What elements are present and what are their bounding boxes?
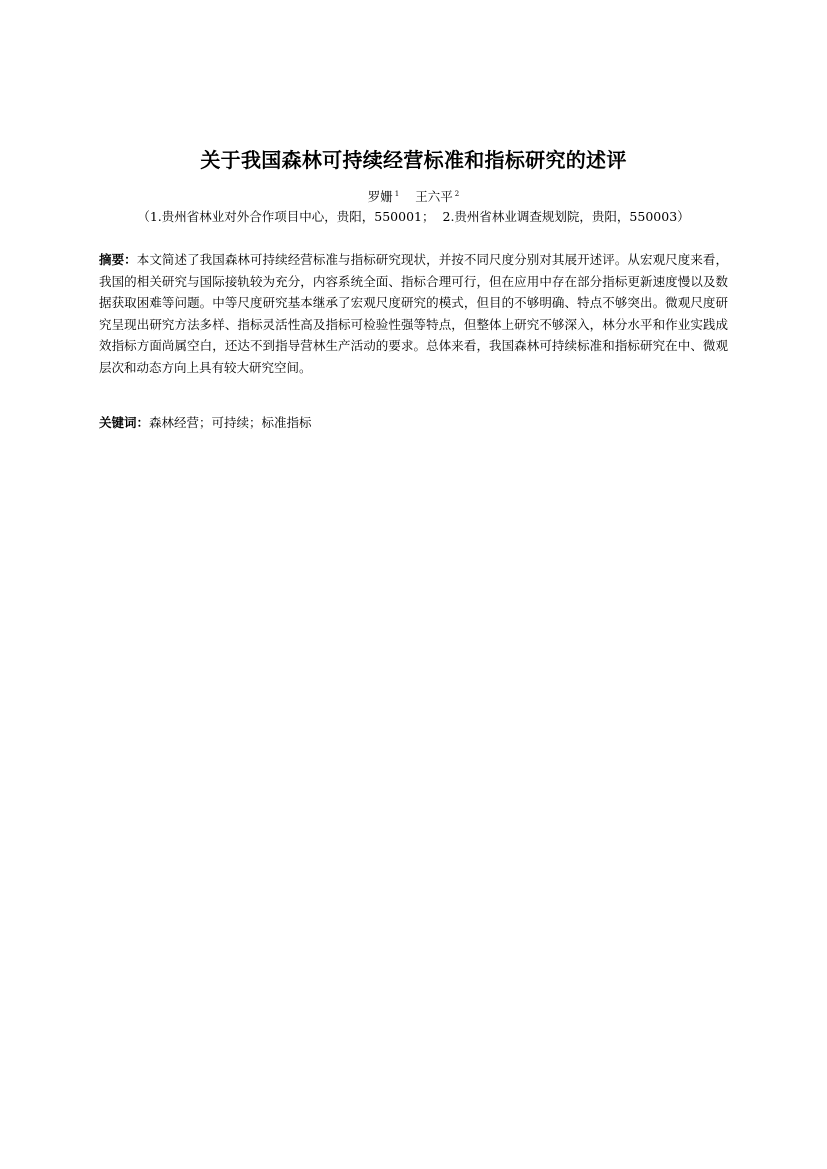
abstract-label: 摘要：: [99, 252, 137, 267]
affiliation-close-paren: ）: [677, 209, 690, 224]
affiliation-line: [0, 208, 827, 226]
affiliation-open-paren: （: [137, 209, 150, 224]
keywords-label: 关键词：: [99, 415, 150, 430]
author-affiliation-marker: 2: [454, 189, 460, 198]
author-name: 王六平: [415, 189, 453, 204]
keywords-line: [99, 414, 728, 432]
author-affiliation-marker: 1: [394, 189, 400, 198]
abstract-text: 本文简述了我国森林可持续经营标准与指标研究现状，并按不同尺度分别对其展开述评。从宏观尺度来看，我国的相关研究与国际接轨较为充分，内容系统全面、指标合理可行，但在应用中存在部分指标更新速度慢以及数据获取困难等问题。中等尺度研究基本继承了宏观尺度研究的模式，但目的不够明确、特点不够突出。微观尺度研究呈现出研究方法多样、指标灵活性高及指标可检验性强等特点，但整体上研究不够深入，林分水平和作业实践成效指标方面尚属空白，还达不到指导营林生产活动的要求。总体来看，我国森林可持续标准和指标研究在中、微观层次和动态方向上具有较大研究空间。: [99, 252, 728, 375]
abstract-paragraph: [99, 249, 728, 378]
author-name: 罗姗: [367, 189, 393, 204]
author-line: [0, 188, 827, 206]
paper-title: 关于我国森林可持续经营标准和指标研究的述评: [200, 148, 627, 172]
keywords-text: 森林经营；可持续；标准指标: [149, 415, 312, 430]
affiliation-first: 1.贵州省林业对外合作项目中心，贵阳，550001；: [149, 209, 435, 224]
affiliation-second: 2.贵州省林业调查规划院，贵阳，550003: [442, 209, 678, 224]
